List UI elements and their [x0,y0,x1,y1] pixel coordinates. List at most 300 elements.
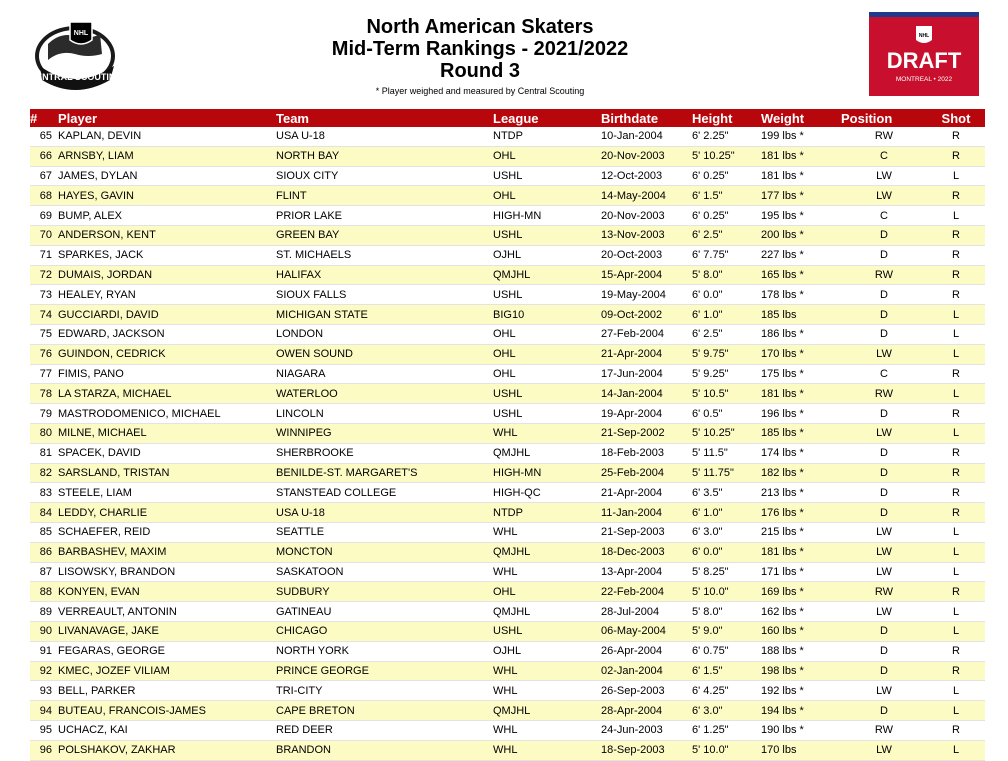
cell-league: USHL [493,404,601,424]
cell-shot: R [927,443,985,463]
cell-position: LW [841,681,927,701]
cell-num: 83 [30,483,58,503]
cell-weight: 185 lbs * [761,423,841,443]
cell-weight: 181 lbs * [761,146,841,166]
cell-weight: 181 lbs * [761,542,841,562]
cell-player: GUINDON, CEDRICK [58,344,276,364]
cell-league: USHL [493,285,601,305]
cell-league: QMJHL [493,443,601,463]
table-row [30,641,985,661]
header-height: Height [692,110,733,126]
cell-shot: R [927,582,985,602]
nhl-central-scouting-icon [30,14,120,92]
cell-weight: 178 lbs * [761,285,841,305]
cell-weight: 213 lbs * [761,483,841,503]
cell-birthdate: 21-Apr-2004 [601,344,692,364]
cell-weight: 227 lbs * [761,245,841,265]
cell-team: SEATTLE [276,522,493,542]
cell-shot: L [927,423,985,443]
cell-team: NORTH YORK [276,641,493,661]
cell-height: 6' 3.5" [692,483,761,503]
table-row [30,384,985,404]
cell-position: RW [841,127,927,146]
cell-shot: R [927,483,985,503]
cell-birthdate: 22-Feb-2004 [601,582,692,602]
cell-team: CAPE BRETON [276,701,493,721]
cell-num: 76 [30,344,58,364]
cell-num: 75 [30,324,58,344]
cell-birthdate: 25-Feb-2004 [601,463,692,483]
cell-shot: R [927,404,985,424]
table-row [30,404,985,424]
draft-sub: MONTREAL • 2022 [895,76,953,83]
cell-position: D [841,463,927,483]
cell-league: WHL [493,740,601,760]
cell-num: 81 [30,443,58,463]
draft-nhl-badge: NHL [918,33,930,39]
cell-position: D [841,285,927,305]
table-row [30,701,985,721]
table-row [30,324,985,344]
cell-weight: 160 lbs * [761,621,841,641]
cell-shot: R [927,146,985,166]
cell-weight: 175 lbs * [761,364,841,384]
cell-birthdate: 27-Feb-2004 [601,324,692,344]
cell-shot: R [927,127,985,146]
cell-league: WHL [493,681,601,701]
cell-birthdate: 13-Apr-2004 [601,562,692,582]
cell-height: 6' 0.75" [692,641,761,661]
cell-num: 79 [30,404,58,424]
cell-team: SASKATOON [276,562,493,582]
cell-birthdate: 26-Apr-2004 [601,641,692,661]
cell-league: BIG10 [493,305,601,325]
cell-team: ST. MICHAELS [276,245,493,265]
cell-player: FIMIS, PANO [58,364,276,384]
cell-league: WHL [493,522,601,542]
cell-weight: 182 lbs * [761,463,841,483]
cell-birthdate: 19-Apr-2004 [601,404,692,424]
cell-position: LW [841,186,927,206]
cell-position: LW [841,562,927,582]
cell-height: 5' 10.0" [692,740,761,760]
cell-height: 6' 2.5" [692,324,761,344]
cell-shot: R [927,641,985,661]
cell-player: MILNE, MICHAEL [58,423,276,443]
cell-player: VERREAULT, ANTONIN [58,602,276,622]
central-scouting-logo [30,14,120,92]
cell-league: QMJHL [493,265,601,285]
table-row [30,166,985,186]
cell-shot: L [927,602,985,622]
cell-birthdate: 24-Jun-2003 [601,720,692,740]
cell-shot: R [927,463,985,483]
cell-position: RW [841,265,927,285]
cell-birthdate: 28-Jul-2004 [601,602,692,622]
logo-central-scouting-text: CENTRAL SCOUTING [30,72,120,82]
cell-height: 6' 3.0" [692,701,761,721]
cell-team: USA U-18 [276,127,493,146]
cell-height: 5' 9.0" [692,621,761,641]
cell-team: CHICAGO [276,621,493,641]
cell-height: 6' 7.75" [692,245,761,265]
cell-num: 80 [30,423,58,443]
cell-player: GUCCIARDI, DAVID [58,305,276,325]
header-weight: Weight [761,110,805,126]
cell-league: USHL [493,166,601,186]
cell-num: 90 [30,621,58,641]
cell-weight: 188 lbs * [761,641,841,661]
cell-player: ANDERSON, KENT [58,225,276,245]
table-row [30,740,985,760]
table-row [30,483,985,503]
cell-height: 6' 2.5" [692,225,761,245]
cell-position: LW [841,602,927,622]
cell-weight: 215 lbs * [761,522,841,542]
cell-weight: 181 lbs * [761,166,841,186]
cell-position: C [841,146,927,166]
cell-league: QMJHL [493,602,601,622]
cell-shot: L [927,740,985,760]
cell-team: SIOUX FALLS [276,285,493,305]
cell-num: 82 [30,463,58,483]
cell-num: 68 [30,186,58,206]
cell-league: OJHL [493,641,601,661]
table-row [30,186,985,206]
table-row [30,562,985,582]
cell-birthdate: 17-Jun-2004 [601,364,692,384]
table-row [30,661,985,681]
cell-team: TRI-CITY [276,681,493,701]
cell-shot: R [927,186,985,206]
cell-num: 78 [30,384,58,404]
cell-weight: 198 lbs * [761,661,841,681]
cell-shot: L [927,562,985,582]
cell-position: D [841,245,927,265]
cell-shot: L [927,522,985,542]
table-row [30,602,985,622]
cell-shot: L [927,206,985,226]
cell-weight: 196 lbs * [761,404,841,424]
cell-birthdate: 20-Nov-2003 [601,206,692,226]
cell-num: 86 [30,542,58,562]
cell-shot: L [927,542,985,562]
cell-num: 94 [30,701,58,721]
cell-player: ARNSBY, LIAM [58,146,276,166]
cell-weight: 174 lbs * [761,443,841,463]
cell-player: HEALEY, RYAN [58,285,276,305]
cell-league: NTDP [493,503,601,523]
title-line-2: Mid-Term Rankings - 2021/2022 [331,38,629,60]
cell-height: 6' 1.0" [692,305,761,325]
cell-player: KONYEN, EVAN [58,582,276,602]
cell-team: SHERBROOKE [276,443,493,463]
cell-league: QMJHL [493,701,601,721]
cell-league: OHL [493,344,601,364]
cell-team: FLINT [276,186,493,206]
cell-team: BRANDON [276,740,493,760]
table-row [30,681,985,701]
header-team: Team [276,110,309,126]
cell-position: D [841,225,927,245]
header-position: Position [841,110,893,126]
cell-player: MASTRODOMENICO, MICHAEL [58,404,276,424]
cell-num: 69 [30,206,58,226]
cell-league: USHL [493,225,601,245]
cell-team: USA U-18 [276,503,493,523]
cell-birthdate: 20-Nov-2003 [601,146,692,166]
cell-weight: 170 lbs [761,740,841,760]
cell-position: D [841,483,927,503]
cell-height: 5' 8.25" [692,562,761,582]
cell-team: LINCOLN [276,404,493,424]
cell-league: OHL [493,364,601,384]
cell-birthdate: 26-Sep-2003 [601,681,692,701]
cell-player: BELL, PARKER [58,681,276,701]
cell-team: OWEN SOUND [276,344,493,364]
table-body [30,127,985,760]
cell-shot: L [927,344,985,364]
cell-height: 6' 0.0" [692,542,761,562]
cell-shot: L [927,681,985,701]
cell-player: UCHACZ, KAI [58,720,276,740]
cell-position: D [841,324,927,344]
cell-height: 6' 1.5" [692,186,761,206]
cell-team: NORTH BAY [276,146,493,166]
cell-weight: 190 lbs * [761,720,841,740]
cell-shot: L [927,701,985,721]
table-row [30,265,985,285]
cell-player: FEGARAS, GEORGE [58,641,276,661]
cell-shot: L [927,305,985,325]
cell-player: BARBASHEV, MAXIM [58,542,276,562]
cell-league: HIGH-MN [493,206,601,226]
table-header-row [30,109,985,127]
cell-league: OHL [493,146,601,166]
cell-num: 85 [30,522,58,542]
cell-birthdate: 14-May-2004 [601,186,692,206]
cell-shot: L [927,166,985,186]
cell-shot: L [927,384,985,404]
cell-height: 6' 3.0" [692,522,761,542]
cell-height: 5' 10.25" [692,423,761,443]
cell-birthdate: 13-Nov-2003 [601,225,692,245]
cell-league: HIGH-MN [493,463,601,483]
cell-num: 95 [30,720,58,740]
table-row [30,364,985,384]
cell-birthdate: 14-Jan-2004 [601,384,692,404]
cell-position: RW [841,384,927,404]
cell-team: NIAGARA [276,364,493,384]
cell-position: D [841,641,927,661]
rankings-table [30,109,985,761]
cell-position: RW [841,720,927,740]
cell-player: KAPLAN, DEVIN [58,127,276,146]
cell-birthdate: 09-Oct-2002 [601,305,692,325]
cell-shot: R [927,661,985,681]
cell-player: EDWARD, JACKSON [58,324,276,344]
cell-player: LISOWSKY, BRANDON [58,562,276,582]
cell-birthdate: 06-May-2004 [601,621,692,641]
cell-weight: 181 lbs * [761,384,841,404]
cell-birthdate: 02-Jan-2004 [601,661,692,681]
header-league: League [493,110,539,126]
cell-height: 5' 10.0" [692,582,761,602]
cell-team: PRINCE GEORGE [276,661,493,681]
cell-league: OHL [493,186,601,206]
cell-player: SPARKES, JACK [58,245,276,265]
cell-position: D [841,404,927,424]
cell-num: 67 [30,166,58,186]
cell-league: QMJHL [493,542,601,562]
cell-league: OHL [493,324,601,344]
cell-shot: R [927,285,985,305]
cell-team: WATERLOO [276,384,493,404]
cell-position: D [841,621,927,641]
weighed-note: * Player weighed and measured by Central Scouting [375,86,585,96]
cell-birthdate: 15-Apr-2004 [601,265,692,285]
cell-birthdate: 18-Dec-2003 [601,542,692,562]
cell-height: 5' 8.0" [692,265,761,285]
table-row [30,146,985,166]
cell-position: LW [841,542,927,562]
cell-league: USHL [493,384,601,404]
cell-team: MICHIGAN STATE [276,305,493,325]
cell-weight: 199 lbs * [761,127,841,146]
cell-height: 5' 9.25" [692,364,761,384]
cell-shot: R [927,503,985,523]
table-row [30,206,985,226]
cell-league: HIGH-QC [493,483,601,503]
draft-word: DRAFT [886,48,962,73]
cell-birthdate: 12-Oct-2003 [601,166,692,186]
header-num: # [30,110,38,126]
table-row [30,542,985,562]
table-row [30,305,985,325]
cell-weight: 176 lbs * [761,503,841,523]
cell-num: 96 [30,740,58,760]
cell-num: 87 [30,562,58,582]
cell-team: RED DEER [276,720,493,740]
table-row [30,245,985,265]
cell-player: DUMAIS, JORDAN [58,265,276,285]
cell-team: LONDON [276,324,493,344]
cell-weight: 177 lbs * [761,186,841,206]
cell-weight: 194 lbs * [761,701,841,721]
cell-birthdate: 20-Oct-2003 [601,245,692,265]
nhl-draft-icon [869,12,979,96]
cell-player: KMEC, JOZEF VILIAM [58,661,276,681]
cell-team: SIOUX CITY [276,166,493,186]
cell-team: STANSTEAD COLLEGE [276,483,493,503]
cell-league: WHL [493,720,601,740]
table-row [30,285,985,305]
table-row [30,582,985,602]
cell-height: 6' 0.25" [692,166,761,186]
cell-position: D [841,661,927,681]
cell-num: 71 [30,245,58,265]
cell-num: 92 [30,661,58,681]
cell-height: 5' 8.0" [692,602,761,622]
cell-birthdate: 18-Sep-2003 [601,740,692,760]
cell-height: 6' 2.25" [692,127,761,146]
cell-weight: 171 lbs * [761,562,841,582]
header-shot: Shot [941,110,971,126]
cell-league: WHL [493,423,601,443]
cell-birthdate: 19-May-2004 [601,285,692,305]
cell-weight: 165 lbs * [761,265,841,285]
cell-player: BUMP, ALEX [58,206,276,226]
header-player: Player [58,110,98,126]
table-row [30,463,985,483]
cell-height: 5' 10.25" [692,146,761,166]
cell-player: SCHAEFER, REID [58,522,276,542]
cell-player: POLSHAKOV, ZAKHAR [58,740,276,760]
title-line-1: North American Skaters [366,16,594,38]
cell-league: NTDP [493,127,601,146]
cell-birthdate: 21-Apr-2004 [601,483,692,503]
cell-height: 6' 1.5" [692,661,761,681]
cell-birthdate: 11-Jan-2004 [601,503,692,523]
cell-league: WHL [493,562,601,582]
cell-player: HAYES, GAVIN [58,186,276,206]
cell-birthdate: 21-Sep-2003 [601,522,692,542]
cell-shot: L [927,324,985,344]
cell-league: WHL [493,661,601,681]
title-line-3: Round 3 [440,60,520,82]
cell-shot: L [927,621,985,641]
cell-weight: 195 lbs * [761,206,841,226]
cell-player: LEDDY, CHARLIE [58,503,276,523]
cell-team: MONCTON [276,542,493,562]
cell-shot: R [927,265,985,285]
cell-birthdate: 10-Jan-2004 [601,127,692,146]
table-row [30,522,985,542]
cell-team: GREEN BAY [276,225,493,245]
cell-height: 5' 9.75" [692,344,761,364]
header-birthdate: Birthdate [601,110,659,126]
cell-player: BUTEAU, FRANCOIS-JAMES [58,701,276,721]
cell-player: LIVANAVAGE, JAKE [58,621,276,641]
cell-num: 84 [30,503,58,523]
cell-player: SPACEK, DAVID [58,443,276,463]
cell-player: JAMES, DYLAN [58,166,276,186]
cell-num: 66 [30,146,58,166]
cell-weight: 170 lbs * [761,344,841,364]
cell-player: STEELE, LIAM [58,483,276,503]
cell-height: 5' 10.5" [692,384,761,404]
table-row [30,720,985,740]
cell-team: SUDBURY [276,582,493,602]
table-row [30,443,985,463]
logo-nhl-text: NHL [73,30,89,37]
cell-height: 5' 11.75" [692,463,761,483]
cell-league: OHL [493,582,601,602]
cell-position: D [841,305,927,325]
document-header [300,16,660,96]
cell-height: 5' 11.5" [692,443,761,463]
cell-team: GATINEAU [276,602,493,622]
cell-team: PRIOR LAKE [276,206,493,226]
table-row [30,225,985,245]
cell-position: LW [841,423,927,443]
cell-birthdate: 18-Feb-2003 [601,443,692,463]
cell-height: 6' 0.25" [692,206,761,226]
cell-team: WINNIPEG [276,423,493,443]
cell-team: BENILDE-ST. MARGARET'S [276,463,493,483]
cell-num: 88 [30,582,58,602]
cell-position: LW [841,740,927,760]
